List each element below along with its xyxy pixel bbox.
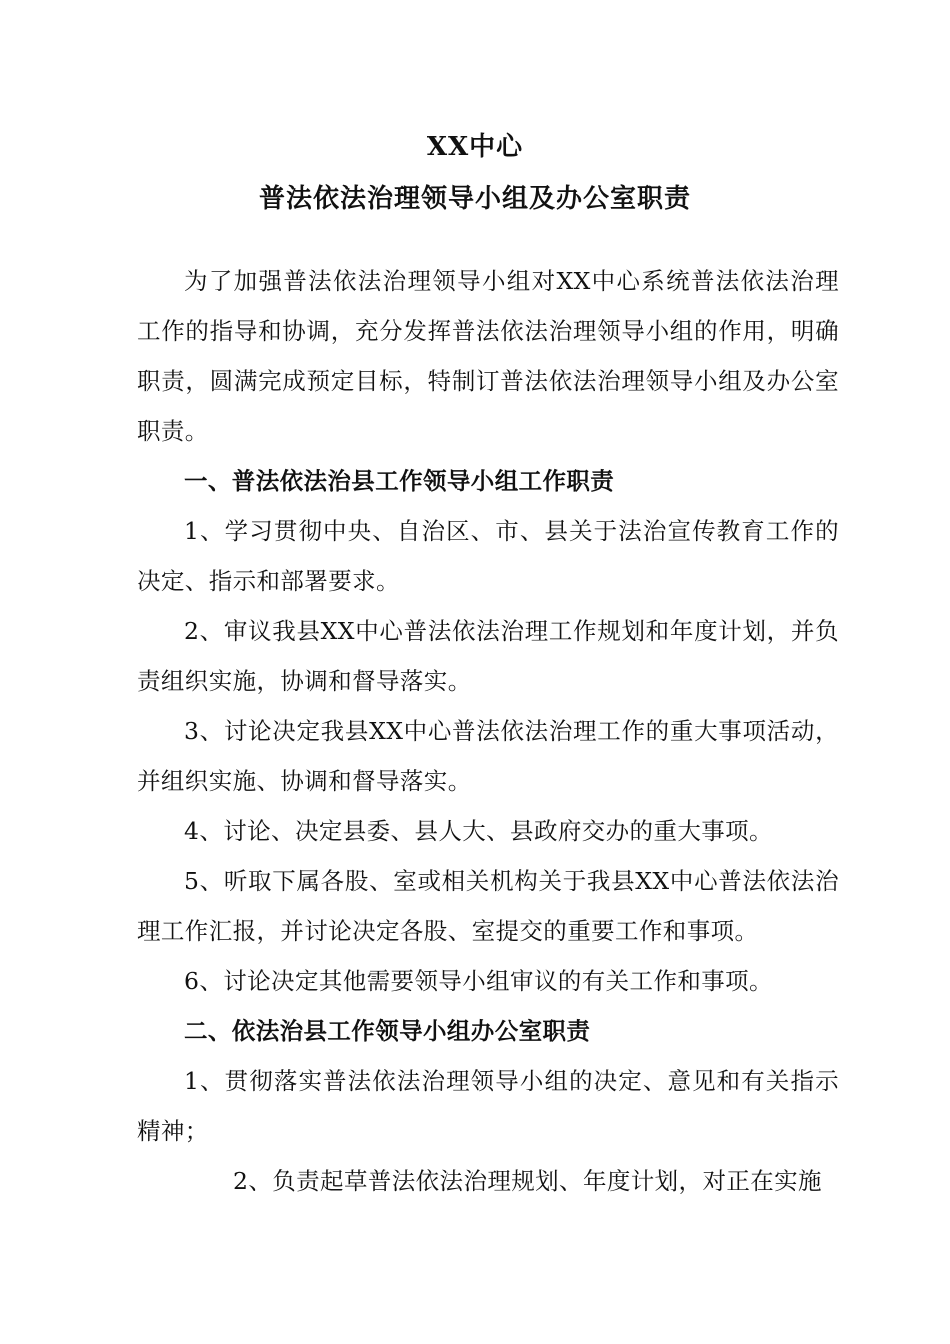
document-title-line2: 普法依法治理领导小组及办公室职责 — [258, 184, 691, 214]
intro-paragraph: 为了加强普法依法治理领导小组对XX中心系统普法依法治理工作的指导和协调，充分发挥普法依法治理领导小组的作用，明确职责，圆满完成预定目标，特制订普法依法治理领导小组及办公室职责。 — [137, 267, 839, 445]
section1-heading: 一、普法依法治县工作领导小组工作职责 — [184, 467, 615, 495]
section1-item: 4、讨论、决定县委、县人大、县政府交办的重大事项。 — [184, 817, 773, 845]
section2-heading: 二、依法治县工作领导小组办公室职责 — [184, 1017, 591, 1045]
document-body — [137, 256, 839, 1206]
section1-item: 2、审议我县XX中心普法依法治理工作规划和年度计划，并负责组织实施，协调和督导落实。 — [137, 617, 839, 695]
section1-item: 1、学习贯彻中央、自治区、市、县关于法治宣传教育工作的决定、指示和部署要求。 — [137, 517, 839, 595]
section2-item: 2、负责起草普法依法治理规划、年度计划，对正在实施 — [233, 1167, 822, 1195]
section1-item: 5、听取下属各股、室或相关机构关于我县XX中心普法依法治理工作汇报，并讨论决定各股、室提交的重要工作和事项。 — [137, 867, 839, 945]
section1-item: 3、讨论决定我县XX中心普法依法治理工作的重大事项活动，并组织实施、协调和督导落实。 — [137, 717, 839, 795]
section2-item: 1、贯彻落实普法依法治理领导小组的决定、意见和有关指示精神； — [137, 1067, 839, 1145]
document-title-line1: XX中心 — [426, 132, 524, 162]
section1-item: 6、讨论决定其他需要领导小组审议的有关工作和事项。 — [184, 967, 773, 995]
